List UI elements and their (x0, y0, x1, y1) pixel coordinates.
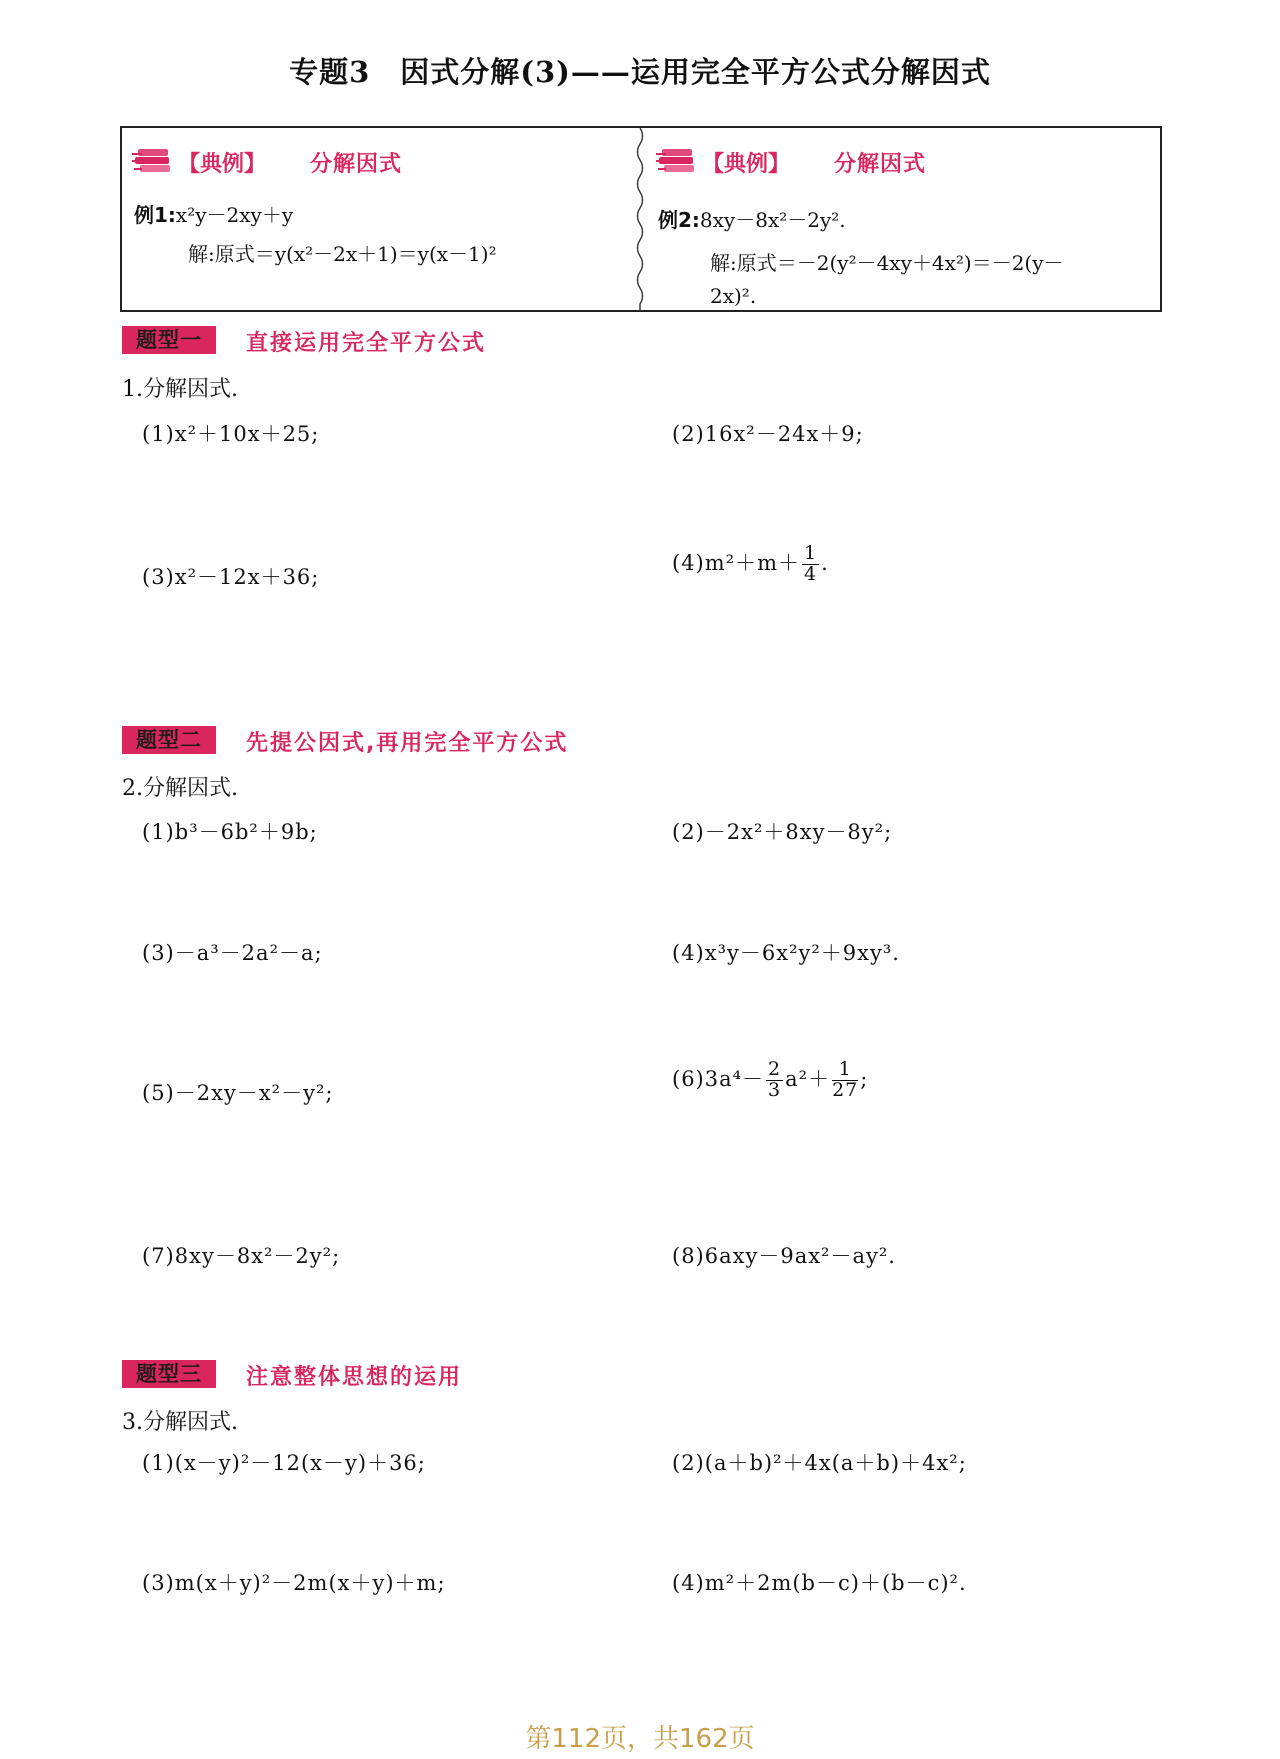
example-label: 例2: (658, 208, 700, 232)
problem-item: (3)m(x＋y)²－2m(x＋y)＋m; (142, 1571, 446, 1595)
problem-item: (1)(x－y)²－12(x－y)＋36; (142, 1451, 426, 1475)
problem-text: a²＋ (785, 1066, 831, 1091)
problem-item: (5)－2xy－x²－y²; (142, 1081, 334, 1105)
example-2-solution-line-1: 解:原式＝－2(y²－4xy＋4x²)＝－2(y－ (710, 251, 1064, 275)
fraction-numerator: 1 (804, 542, 818, 564)
question-title: 1.分解因式. (122, 377, 238, 402)
example-1-solution: 解:原式＝y(x²－2x＋1)＝y(x－1)² (188, 242, 497, 266)
problem-item: (3)－a³－2a²－a; (142, 941, 323, 965)
example-tag: 【典例】 (178, 150, 267, 177)
section-title: 直接运用完全平方公式 (246, 331, 487, 356)
book-stack-icon (132, 146, 176, 178)
fraction-denominator: 27 (832, 1078, 859, 1101)
page-counter: 第112页，共162页 (525, 1724, 755, 1754)
question-title: 2.分解因式. (122, 776, 238, 801)
fraction (802, 544, 819, 585)
book-stack-icon (656, 146, 700, 178)
problem-trailing: . (821, 550, 829, 575)
example-expression: x²y－2xy＋y (175, 203, 294, 227)
problem-item: (7)8xy－8x²－2y²; (142, 1244, 341, 1268)
problem-text: (4)m²＋m＋ (672, 550, 800, 575)
example-title: 分解因式 (834, 150, 927, 177)
fraction-denominator: 4 (804, 562, 818, 585)
problem-item: (1)b³－6b²＋9b; (142, 820, 318, 844)
problem-item: (2)－2x²＋8xy－8y²; (672, 820, 893, 844)
fraction-numerator: 2 (768, 1058, 782, 1080)
section-badge: 题型一 (122, 326, 216, 354)
problem-item: (2)(a＋b)²＋4x(a＋b)＋4x²; (672, 1451, 967, 1475)
problem-item: (4)x³y－6x²y²＋9xy³. (672, 941, 900, 965)
wavy-divider (633, 128, 647, 310)
fraction (832, 1060, 858, 1101)
example-1-problem (134, 199, 293, 228)
problem-item: (3)x²－12x＋36; (142, 565, 320, 589)
question-title: 3.分解因式. (122, 1410, 238, 1435)
problem-item: (8)6axy－9ax²－ay². (672, 1244, 896, 1268)
section-badge: 题型二 (122, 726, 216, 754)
problem-text: (6)3a⁴－ (672, 1066, 765, 1091)
example-expression: 8xy－8x²－2y². (699, 208, 846, 232)
problem-item: (2)16x²－24x＋9; (672, 422, 864, 446)
problem-trailing: ; (860, 1066, 869, 1091)
problem-item (672, 1060, 868, 1101)
example-title: 分解因式 (310, 150, 403, 177)
example-label: 例1: (134, 203, 176, 227)
example-2-header (656, 146, 926, 178)
example-tag: 【典例】 (702, 150, 791, 177)
example-2-problem (658, 204, 846, 233)
fraction-numerator: 1 (832, 1060, 858, 1081)
problem-item (672, 544, 829, 585)
problem-item: (1)x²＋10x＋25; (142, 422, 320, 446)
example-1-header (132, 146, 402, 178)
section-title: 注意整体思想的运用 (246, 1365, 463, 1390)
problem-item: (4)m²＋2m(b－c)＋(b－c)². (672, 1571, 967, 1595)
fraction-denominator: 3 (768, 1078, 782, 1101)
example-2-solution-line-2: 2x)². (710, 284, 757, 308)
section-title: 先提公因式,再用完全平方公式 (246, 731, 569, 756)
page-title: 专题3 因式分解(3)——运用完全平方公式分解因式 (289, 55, 991, 89)
section-badge: 题型三 (122, 1360, 216, 1388)
fraction (766, 1060, 783, 1101)
